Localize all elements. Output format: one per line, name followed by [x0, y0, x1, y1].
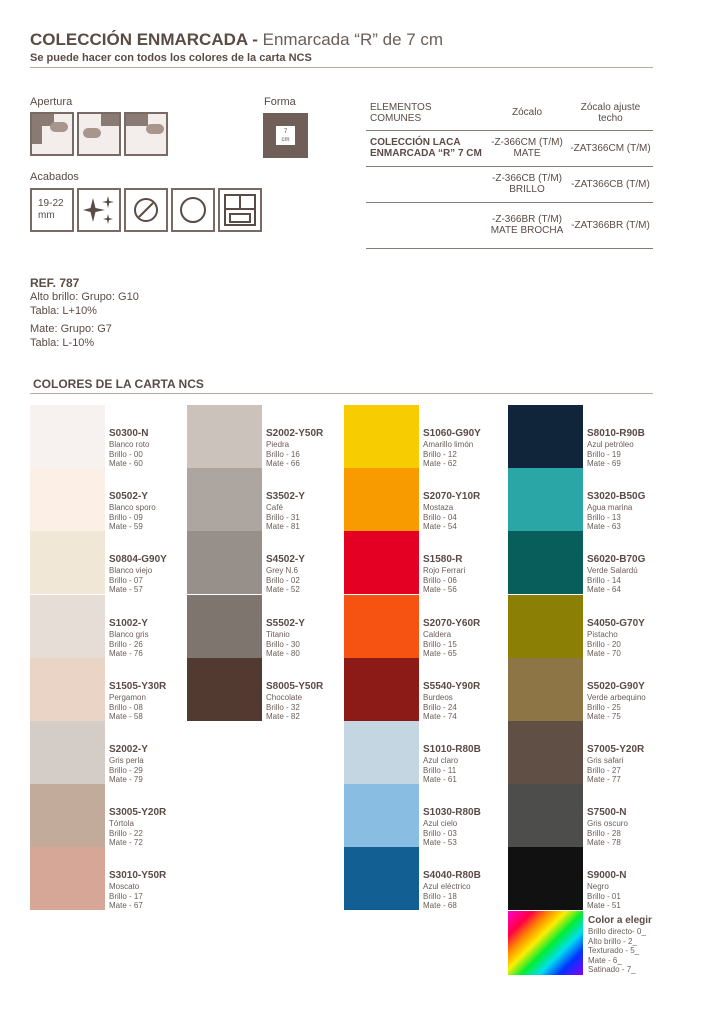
thickness-text-2: mm — [38, 210, 55, 221]
swatch-brillo: Brillo - 16 — [266, 449, 300, 459]
swatch-code: S2070-Y60R — [423, 618, 481, 629]
table-cell: -Z-366BR (T/M) MATE BROCHA — [490, 214, 564, 236]
forma-badge-bottom: cm — [281, 137, 290, 143]
swatch-name: Azul cielo — [423, 819, 458, 828]
table-header-row — [366, 96, 653, 130]
swatch-name: Grey N.6 — [266, 566, 299, 575]
swatch-mate: Mate - 76 — [109, 649, 143, 658]
panel-icon — [218, 188, 262, 232]
swatch-name: Gris oscuro — [587, 819, 628, 828]
swatch-name: Burdeos — [423, 693, 453, 702]
colors-section-title: COLORES DE LA CARTA NCS — [33, 377, 204, 391]
swatch-brillo: Brillo - 25 — [587, 702, 621, 712]
apertura-icon-1 — [30, 112, 74, 156]
color-swatch-label — [423, 807, 481, 848]
swatch-code: S2070-Y10R — [423, 491, 481, 502]
color-swatch-label — [587, 554, 645, 595]
swatch-mate: Mate - 79 — [109, 775, 143, 784]
forma-label: Forma — [264, 96, 296, 108]
swatch-code: S3502-Y — [266, 491, 305, 502]
color-swatch-label — [266, 554, 305, 595]
circle-icon — [171, 188, 215, 232]
swatch-code: S6020-B70G — [587, 554, 646, 565]
swatch-name: Café — [266, 503, 283, 512]
swatch-name: Gris safari — [587, 756, 624, 765]
swatch-code: S4050-G70Y — [587, 618, 645, 629]
swatch-brillo: Brillo - 32 — [266, 702, 300, 712]
color-swatch — [508, 595, 583, 658]
swatch-mate: Mate - 75 — [587, 712, 621, 721]
color-swatch-label — [587, 681, 646, 722]
forma-badge-top: 7 — [283, 129, 288, 135]
title-dash: - — [247, 30, 263, 49]
color-choice-label — [588, 915, 652, 975]
swatch-code: S2002-Y50R — [266, 428, 324, 439]
color-swatch — [508, 468, 583, 531]
swatch-code: S1060-G90Y — [423, 428, 481, 439]
swatch-name: Rojo Ferrari — [423, 566, 466, 575]
color-swatch-label — [109, 744, 148, 785]
header-divider — [30, 67, 653, 68]
swatch-mate: Mate - 65 — [423, 649, 457, 658]
swatch-code: S2002-Y — [109, 744, 148, 755]
swatch-brillo: Brillo - 24 — [423, 702, 457, 712]
swatch-brillo: Brillo - 15 — [423, 639, 457, 649]
swatch-mate: Mate - 81 — [266, 522, 300, 531]
swatch-code: S1030-R80B — [423, 807, 481, 818]
swatch-mate: Mate - 53 — [423, 838, 457, 847]
color-choice-line: Alto brillo - 2_ — [588, 936, 637, 946]
multicolor-swatch — [508, 911, 583, 975]
swatch-name: Negro — [587, 882, 609, 891]
color-choice-line: Mate - 6_ — [588, 955, 622, 965]
page-subtitle: Se puede hacer con todos los colores de la carta NCS — [30, 52, 312, 64]
table-cell: COLECCIÓN LACA ENMARCADA “R” 7 CM — [370, 137, 482, 159]
color-swatch — [30, 721, 105, 784]
color-swatch-label — [423, 870, 481, 911]
swatch-mate: Mate - 62 — [423, 459, 457, 468]
color-swatch-label — [266, 618, 305, 659]
common-elements-table — [366, 96, 653, 249]
title-light: Enmarcada “R” de 7 cm — [262, 30, 444, 49]
swatch-mate: Mate - 56 — [423, 585, 457, 594]
swatch-name: Verde arbequino — [587, 693, 646, 702]
swatch-mate: Mate - 57 — [109, 585, 143, 594]
color-swatch — [30, 468, 105, 531]
color-swatch-label — [587, 618, 645, 659]
table-cell: -Z-366CM (T/M) MATE — [491, 137, 563, 159]
swatch-mate: Mate - 52 — [266, 585, 300, 594]
swatch-mate: Mate - 69 — [587, 459, 621, 468]
color-swatch — [508, 847, 583, 910]
color-swatch-label — [423, 491, 480, 532]
swatch-code: S7005-Y20R — [587, 744, 645, 755]
swatch-name: Azul petróleo — [587, 440, 634, 449]
color-swatch-label — [423, 744, 481, 785]
swatch-name: Pistacho — [587, 630, 618, 639]
swatch-mate: Mate - 74 — [423, 712, 457, 721]
color-swatch-label — [109, 428, 149, 469]
color-swatch — [30, 531, 105, 594]
table-header: Zócalo ajuste techo — [580, 101, 641, 124]
color-swatch-label — [423, 618, 480, 659]
table-row — [366, 130, 653, 166]
color-swatch-label — [587, 491, 645, 532]
color-swatch — [187, 468, 262, 531]
swatch-brillo: Brillo - 20 — [587, 639, 621, 649]
forma-icon — [263, 113, 308, 158]
swatch-name: Blanco roto — [109, 440, 150, 449]
table-cell: -ZAT366CM (T/M) — [570, 142, 651, 154]
ref-line: Tabla: L+10% — [30, 305, 97, 317]
swatch-code: S4040-R80B — [423, 870, 481, 881]
table-cell: -ZAT366CB (T/M) — [571, 178, 650, 190]
swatch-brillo: Brillo - 17 — [109, 891, 143, 901]
swatch-name: Chocolate — [266, 693, 303, 702]
swatch-name: Mostaza — [423, 503, 454, 512]
swatch-brillo: Brillo - 28 — [587, 828, 621, 838]
swatch-code: S0502-Y — [109, 491, 148, 502]
color-swatch — [508, 784, 583, 847]
swatch-mate: Mate - 82 — [266, 712, 300, 721]
swatch-name: Pergamon — [109, 693, 146, 702]
swatch-mate: Mate - 59 — [109, 522, 143, 531]
color-swatch — [344, 405, 419, 468]
apertura-icon-3 — [124, 112, 168, 156]
swatch-code: S5020-G90Y — [587, 681, 645, 692]
swatch-code: S3010-Y50R — [109, 870, 167, 881]
swatch-mate: Mate - 61 — [423, 775, 457, 784]
color-swatch — [508, 658, 583, 721]
swatch-code: S1010-R80B — [423, 744, 481, 755]
swatch-mate: Mate - 58 — [109, 712, 143, 721]
table-header: ELEMENTOS COMUNES — [370, 101, 432, 124]
color-swatch-label — [423, 681, 480, 722]
table-cell — [366, 202, 486, 248]
swatch-code: S0300-N — [109, 428, 149, 439]
title-bold: COLECCIÓN ENMARCADA — [30, 30, 248, 49]
color-swatch-label — [109, 491, 156, 532]
swatch-code: S5502-Y — [266, 618, 305, 629]
color-swatch-label — [423, 554, 465, 595]
swatch-code: S8010-R90B — [587, 428, 645, 439]
swatch-brillo: Brillo - 30 — [266, 639, 300, 649]
no-gloss-icon — [124, 188, 168, 232]
color-choice-title: Color a elegir — [588, 915, 652, 926]
swatch-name: Azul claro — [423, 756, 459, 765]
color-swatch — [187, 658, 262, 721]
color-swatch-label — [587, 744, 644, 785]
color-choice-line: Satinado - 7_ — [588, 965, 636, 974]
swatch-brillo: Brillo - 06 — [423, 575, 457, 585]
acabados-label: Acabados — [30, 171, 79, 183]
colors-section-divider — [30, 393, 653, 394]
color-swatch — [344, 531, 419, 594]
swatch-brillo: Brillo - 27 — [587, 765, 621, 775]
color-swatch-label — [109, 618, 149, 659]
thickness-text-1: 19-22 — [38, 198, 64, 209]
swatch-brillo: Brillo - 19 — [587, 449, 621, 459]
color-swatch — [30, 658, 105, 721]
color-swatch — [344, 721, 419, 784]
swatch-brillo: Brillo - 26 — [109, 639, 143, 649]
swatch-brillo: Brillo - 09 — [109, 512, 143, 522]
swatch-mate: Mate - 63 — [587, 522, 621, 531]
color-swatch-label — [587, 428, 645, 469]
swatch-brillo: Brillo - 31 — [266, 512, 300, 522]
color-swatch — [508, 405, 583, 468]
swatch-brillo: Brillo - 18 — [423, 891, 457, 901]
color-swatch — [508, 721, 583, 784]
color-swatch — [344, 595, 419, 658]
color-swatch-label — [266, 681, 323, 722]
table-cell: -ZAT366BR (T/M) — [571, 219, 650, 231]
swatch-mate: Mate - 64 — [587, 585, 621, 594]
table-row — [366, 166, 653, 202]
color-choice-line: Texturado - 5_ — [588, 946, 640, 955]
color-swatch — [187, 595, 262, 658]
swatch-brillo: Brillo - 00 — [109, 449, 143, 459]
color-swatch — [30, 847, 105, 910]
swatch-brillo: Brillo - 03 — [423, 828, 457, 838]
color-swatch — [30, 595, 105, 658]
swatch-code: S8005-Y50R — [266, 681, 324, 692]
color-swatch-label — [109, 554, 167, 595]
color-swatch-label — [109, 681, 166, 722]
swatch-mate: Mate - 67 — [109, 901, 143, 910]
swatch-brillo: Brillo - 01 — [587, 891, 621, 901]
color-swatch — [344, 847, 419, 910]
swatch-brillo: Brillo - 11 — [423, 765, 457, 775]
swatch-name: Tórtola — [109, 819, 134, 828]
swatch-mate: Mate - 78 — [587, 838, 621, 847]
page-title — [30, 30, 443, 50]
color-swatch — [508, 531, 583, 594]
swatch-code: S9000-N — [587, 870, 627, 881]
ref-line: Alto brillo: Grupo: G10 — [30, 291, 139, 303]
swatch-code: S1002-Y — [109, 618, 148, 629]
swatch-code: S1505-Y30R — [109, 681, 167, 692]
swatch-name: Verde Salardú — [587, 566, 638, 575]
color-swatch — [30, 405, 105, 468]
ref-line: Mate: Grupo: G7 — [30, 323, 112, 335]
sparkle-icon — [77, 188, 121, 232]
swatch-code: S0804-G90Y — [109, 554, 167, 565]
color-swatch-label — [266, 491, 305, 532]
color-swatch — [344, 468, 419, 531]
ref-line: Tabla: L-10% — [30, 337, 95, 349]
swatch-mate: Mate - 54 — [423, 522, 457, 531]
color-swatch-label — [109, 870, 166, 911]
swatch-brillo: Brillo - 22 — [109, 828, 143, 838]
swatch-mate: Mate - 60 — [109, 459, 143, 468]
swatch-brillo: Brillo - 04 — [423, 512, 457, 522]
swatch-brillo: Brillo - 12 — [423, 449, 457, 459]
swatch-name: Gris perla — [109, 756, 144, 765]
swatch-name: Blanco sporo — [109, 503, 156, 512]
swatch-code: S3020-B50G — [587, 491, 646, 502]
color-swatch-label — [423, 428, 481, 469]
swatch-brillo: Brillo - 07 — [109, 575, 143, 585]
color-swatch-label — [587, 807, 628, 848]
swatch-mate: Mate - 66 — [266, 459, 300, 468]
swatch-code: S5540-Y90R — [423, 681, 481, 692]
swatch-brillo: Brillo - 08 — [109, 702, 143, 712]
color-choice-line: Brillo directo- 0_ — [588, 927, 646, 936]
swatch-mate: Mate - 77 — [587, 775, 621, 784]
swatch-name: Azul eléctrico — [423, 882, 471, 891]
table-header: Zócalo — [511, 107, 542, 119]
swatch-name: Moscato — [109, 882, 140, 891]
swatch-name: Blanco gris — [109, 630, 149, 639]
swatch-name: Agua marina — [587, 503, 633, 512]
swatch-brillo: Brillo - 13 — [587, 512, 621, 522]
apertura-label: Apertura — [30, 96, 73, 108]
color-swatch-label — [587, 870, 626, 911]
color-swatch-label — [109, 807, 166, 848]
swatch-code: S7500-N — [587, 807, 627, 818]
swatch-name: Titanio — [266, 630, 290, 639]
swatch-code: S1580-R — [423, 554, 463, 565]
color-swatch — [187, 531, 262, 594]
swatch-mate: Mate - 68 — [423, 901, 457, 910]
swatch-name: Blanco viejo — [109, 566, 153, 575]
color-swatch — [30, 784, 105, 847]
table-cell — [366, 166, 486, 202]
swatch-name: Amarillo limón — [423, 440, 474, 449]
apertura-icon-2 — [77, 112, 121, 156]
color-swatch — [187, 405, 262, 468]
swatch-brillo: Brillo - 02 — [266, 575, 300, 585]
swatch-mate: Mate - 80 — [266, 649, 300, 658]
ref-title: REF. 787 — [30, 276, 80, 290]
color-swatch — [344, 784, 419, 847]
swatch-code: S3005-Y20R — [109, 807, 167, 818]
swatch-code: S4502-Y — [266, 554, 305, 565]
table-cell: -Z-366CB (T/M) BRILLO — [492, 173, 562, 195]
swatch-mate: Mate - 70 — [587, 649, 621, 658]
swatch-brillo: Brillo - 29 — [109, 765, 143, 775]
table-row — [366, 202, 653, 248]
swatch-name: Piedra — [266, 440, 290, 449]
color-swatch-label — [266, 428, 323, 469]
swatch-name: Caldera — [423, 630, 452, 639]
swatch-mate: Mate - 72 — [109, 838, 143, 847]
swatch-mate: Mate - 51 — [587, 901, 621, 910]
thickness-icon — [30, 188, 74, 232]
color-swatch — [344, 658, 419, 721]
swatch-brillo: Brillo - 14 — [587, 575, 621, 585]
